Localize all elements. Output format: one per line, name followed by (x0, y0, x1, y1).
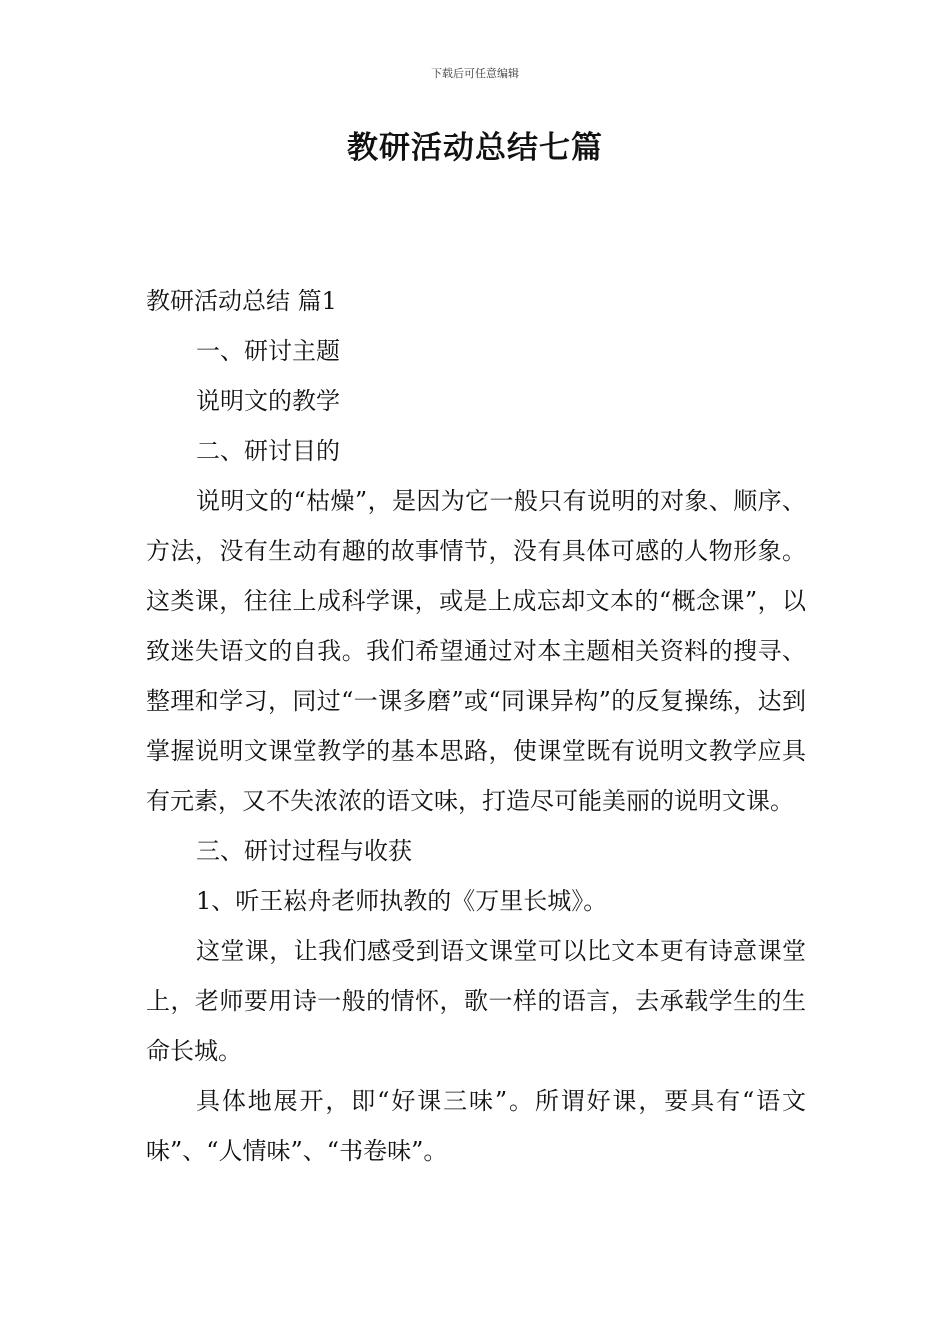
paragraph-topic: 说明文的教学 (196, 387, 340, 415)
paragraph-purpose-heading: 二、研讨目的 (196, 437, 340, 465)
paragraph-purpose: 说明文的“枯燥”，是因为它一般只有说明的对象、顺序、方法，没有生动有趣的故事情节，没有具体可感的人物形象。这类课，往往上成科学课，或是上成忘却文本的“概念课”，以致迷失语文的自我。我们希望通过对本主题相关资料的搜寻、整理和学习，同过“一课多磨”或“同课异构”的反复操练，达到掌握说明文课堂教学的基本思路，使课堂既有说明文教学应具有元素，又不失浓浓的语文味，打造尽可能美丽的说明文课。 (146, 487, 806, 815)
paragraph-process-heading: 三、研讨过程与收获 (196, 837, 412, 865)
header-note: 下载后可任意编辑 (431, 67, 519, 80)
document-title: 教研活动总结七篇 (347, 130, 603, 166)
paragraph-lesson-item: 1、听王崧舟老师执教的《万里长城》。 (196, 887, 608, 915)
document-body (146, 276, 806, 1176)
section-heading: 教研活动总结 篇1 (146, 287, 337, 315)
paragraph-topic-heading: 一、研讨主题 (196, 337, 340, 365)
paragraph-lesson-reflection: 这堂课，让我们感受到语文课堂可以比文本更有诗意课堂上，老师要用诗一般的情怀，歌一样的语言，去承载学生的生命长城。 (146, 937, 806, 1065)
paragraph-good-lesson: 具体地展开，即“好课三味”。所谓好课，要具有“语文味”、“人情味”、“书卷味”。 (146, 1087, 806, 1165)
